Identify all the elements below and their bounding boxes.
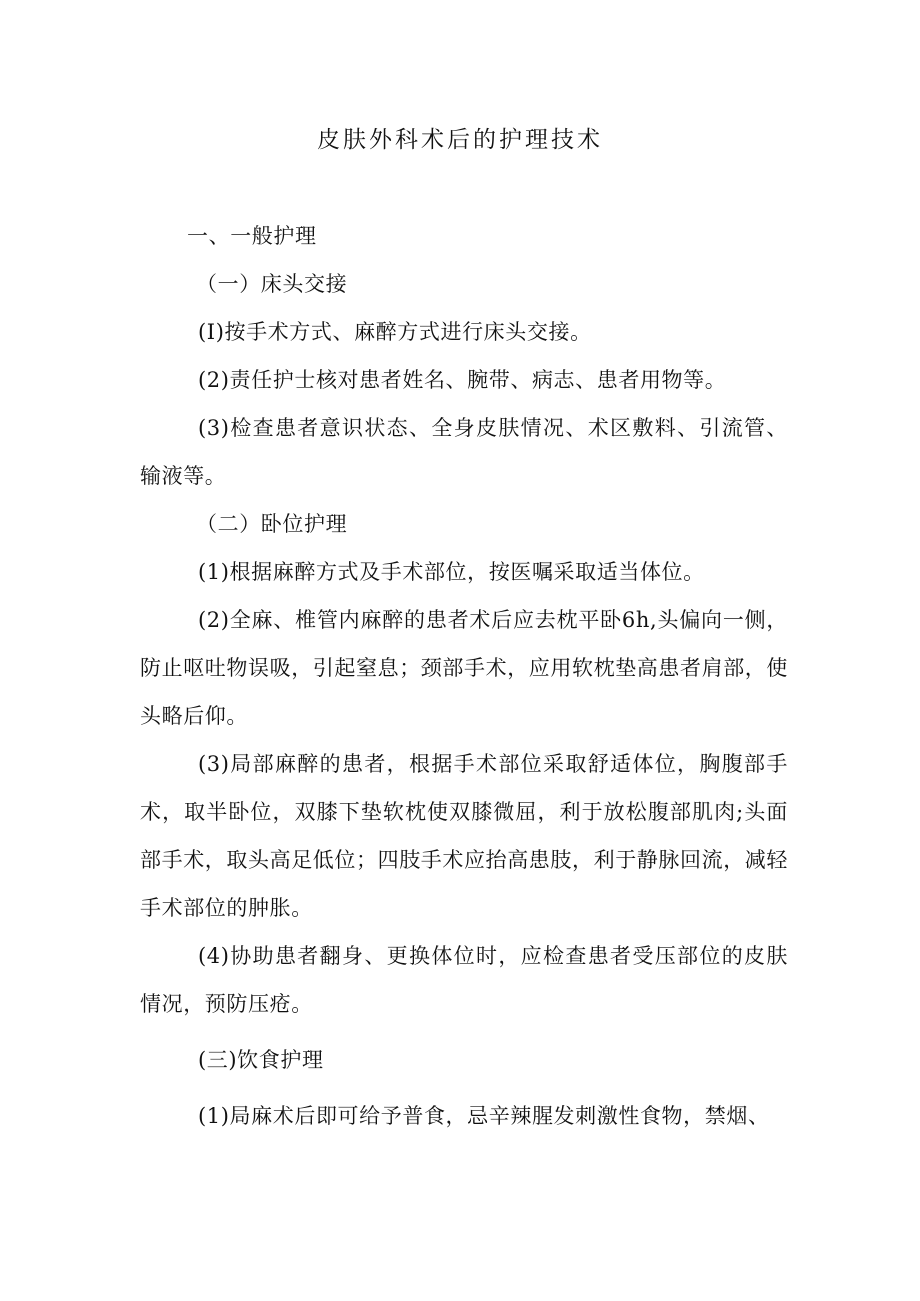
subsection-heading-bedside-handover: （一）床头交接	[196, 272, 348, 296]
paragraph-item: (3)局部麻醉的患者，根据手术部位采取舒适体位，胸腹部手术，取半卧位，双膝下垫软枕使双膝微屈，利于放松腹部肌肉;头面部手术，取头高足低位；四肢手术应抬高患肢，利于静脉回流，减轻手术部位的肿胀。	[140, 752, 788, 920]
paragraph-item: (2)全麻、椎管内麻醉的患者术后应去枕平卧6h,头偏向一侧，防止呕吐物误吸，引起窒息；颈部手术，应用软枕垫高患者肩部，使头略后仰。	[140, 608, 788, 728]
section-heading-general-care: 一、一般护理	[187, 224, 317, 248]
paragraph-item: (3)检查患者意识状态、全身皮肤情况、术区敷料、引流管、输液等。	[140, 416, 788, 488]
paragraph-item: (2)责任护士核对患者姓名、腕带、病志、患者用物等。	[198, 368, 727, 392]
paragraph-item: (I)按手术方式、麻醉方式进行床头交接。	[198, 320, 592, 344]
document-title: 皮肤外科术后的护理技术	[317, 127, 603, 153]
paragraph-item: (1)根据麻醉方式及手术部位，按医嘱采取适当体位。	[198, 560, 705, 584]
document-body	[140, 212, 788, 1140]
subsection-heading-positioning-care: （二）卧位护理	[196, 512, 348, 536]
paragraph-item: (1)局麻术后即可给予普食，忌辛辣腥发刺激性食物，禁烟、	[198, 1104, 770, 1128]
subsection-heading-diet-care: (三)饮食护理	[198, 1048, 324, 1072]
paragraph-item: (4)协助患者翻身、更换体位时，应检查患者受压部位的皮肤情况，预防压疮。	[140, 944, 788, 1016]
